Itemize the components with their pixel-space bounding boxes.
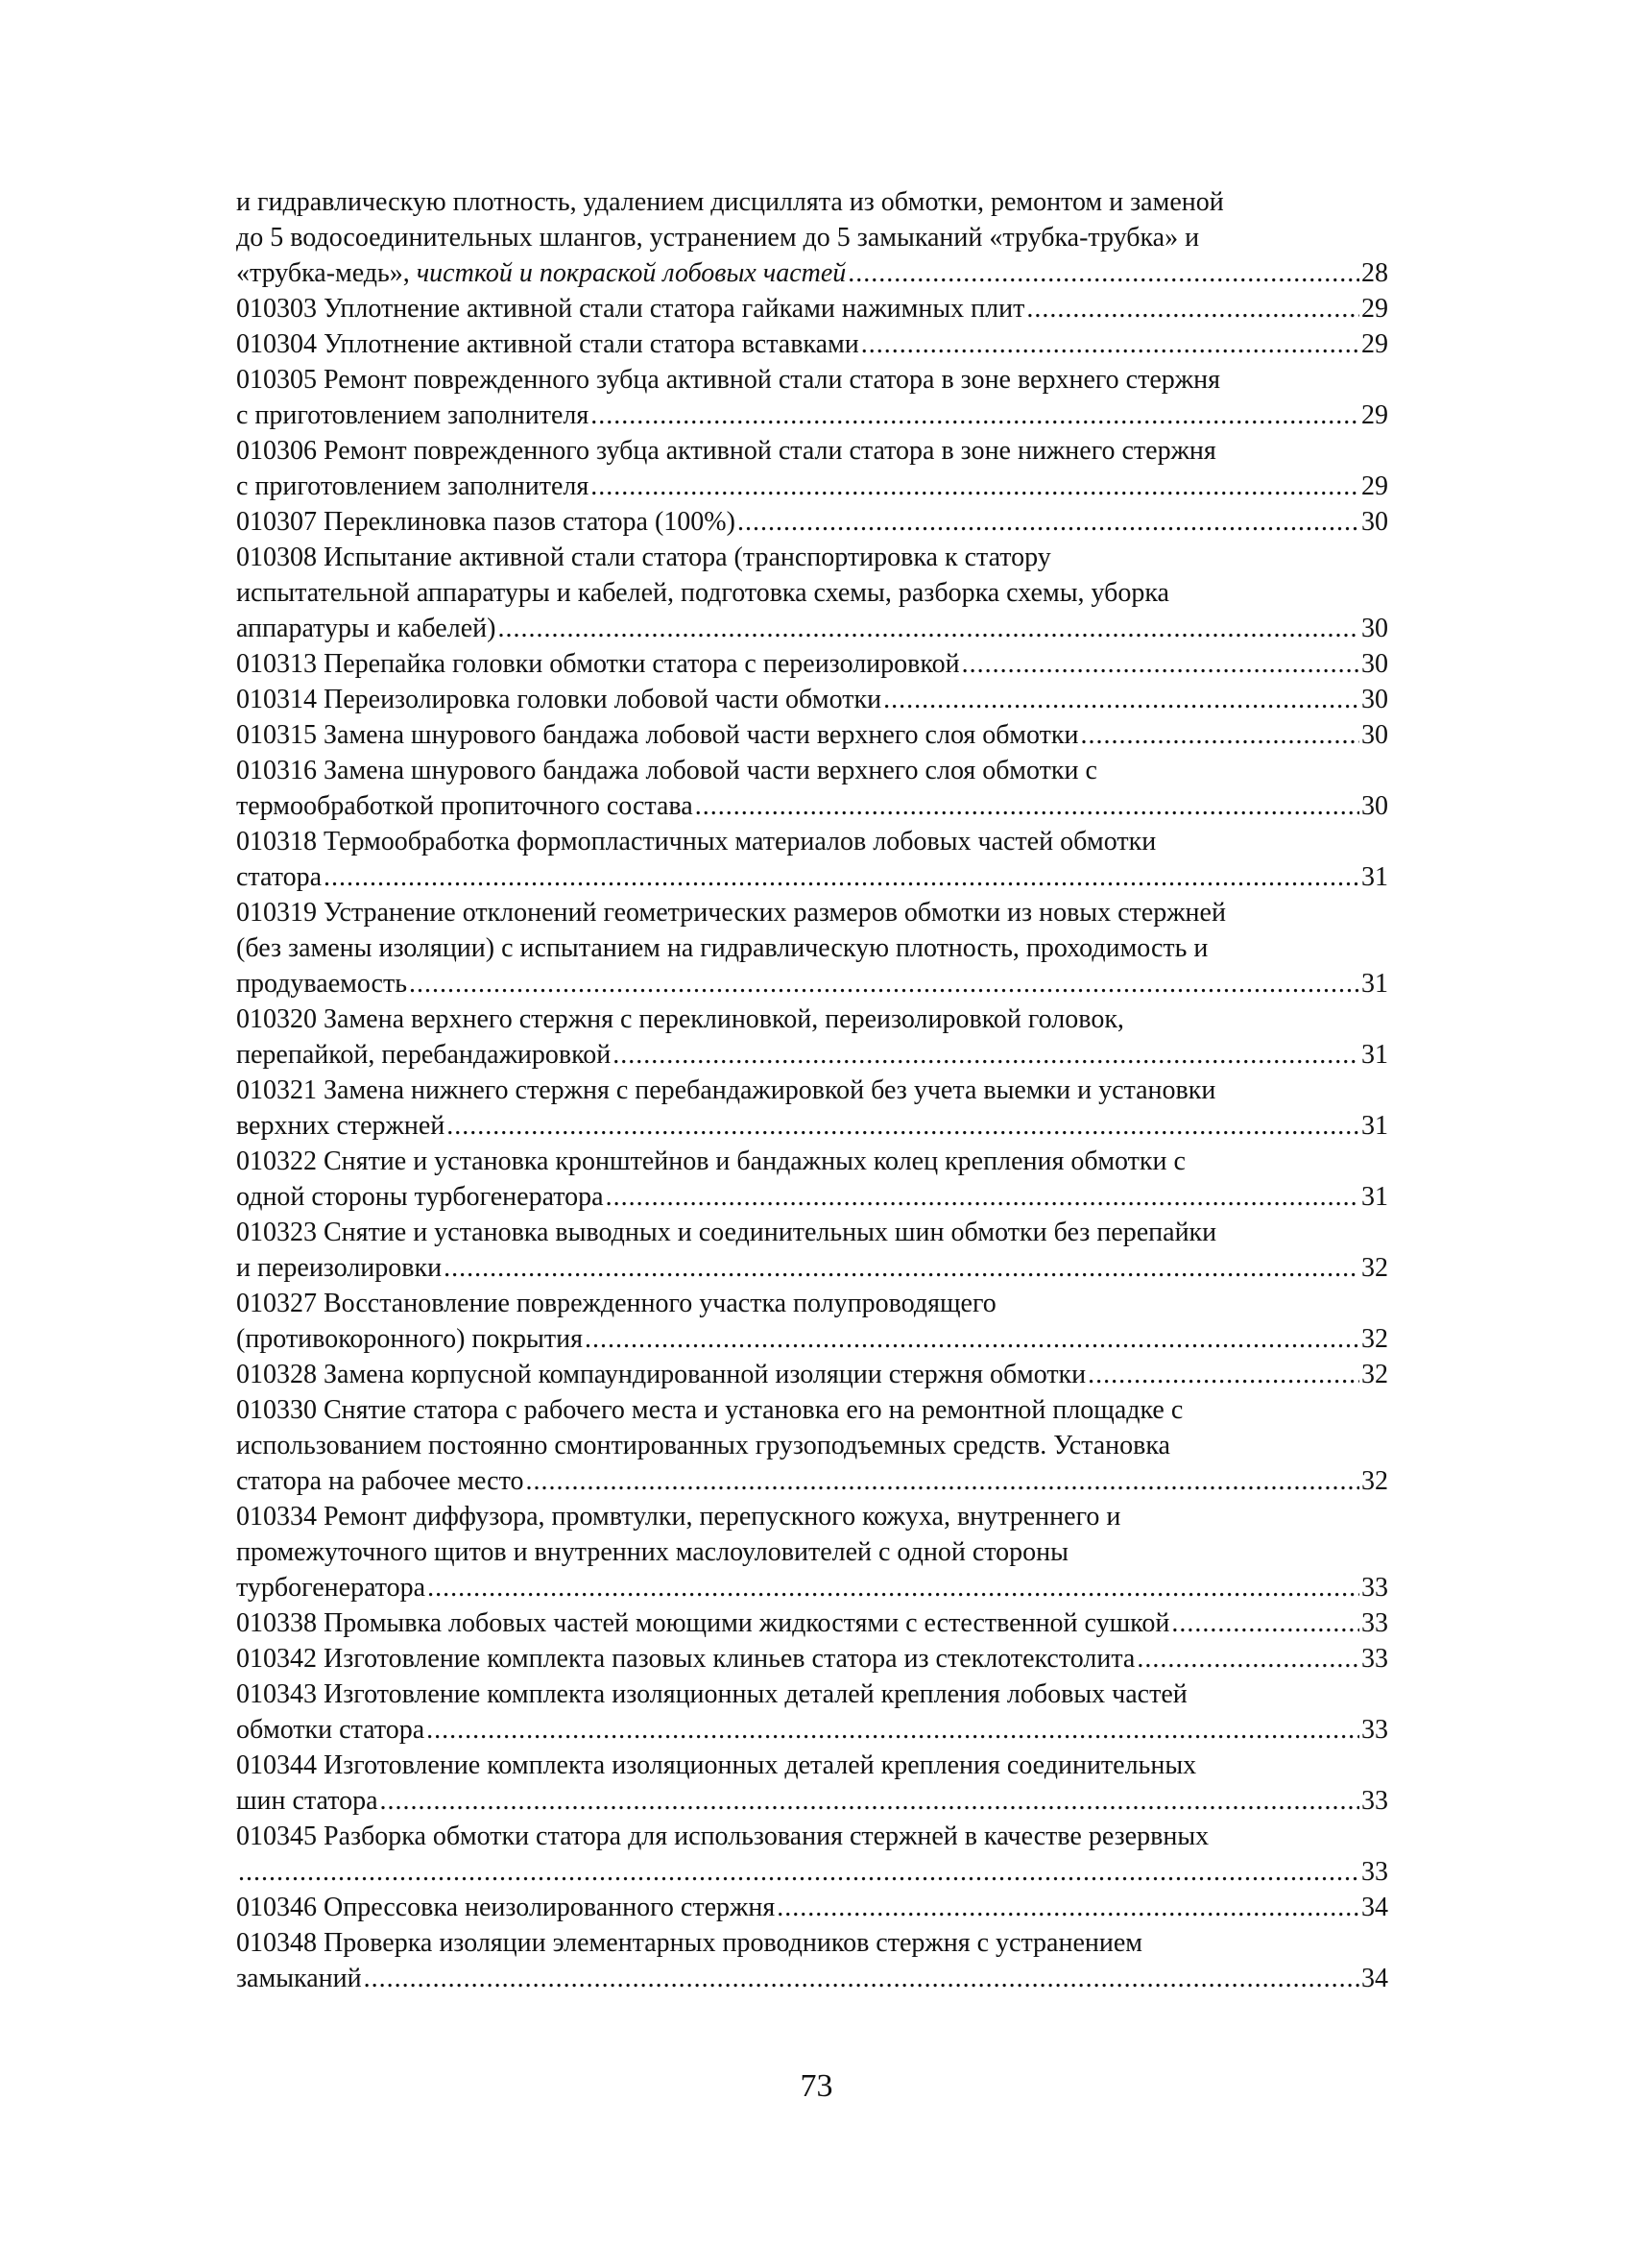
toc-entry-last-line (236, 326, 1388, 362)
toc-entry-last-line (236, 504, 1388, 540)
dot-leader (426, 1712, 1359, 1748)
toc-entry (236, 717, 1388, 753)
toc-entry-title: 010303 Уплотнение активной стали статора гайками нажимных плит (236, 294, 1025, 324)
toc-entry (236, 824, 1388, 895)
toc-entry-last-line (236, 1250, 1388, 1286)
toc-entry-title: 010338 Промывка лобовых частей моющими жидкостями с естественной сушкой (236, 1608, 1170, 1638)
toc-entry (236, 433, 1388, 504)
toc-entry-title: с приготовлением заполнителя (236, 400, 589, 430)
dot-leader (590, 398, 1359, 433)
toc-entry-last-line (236, 646, 1388, 682)
toc-entry-last-line (236, 788, 1388, 824)
toc-entry-line: (без замены изоляции) с испытанием на гидравлическую плотность, проходимость и (236, 933, 1209, 963)
dot-leader (606, 1179, 1359, 1215)
toc-entry (236, 895, 1388, 1001)
dot-leader (380, 1783, 1359, 1819)
toc-entry-title: продуваемость (236, 969, 407, 999)
toc-entry-title: 010304 Уплотнение активной стали статора вставками (236, 329, 859, 359)
dot-leader (1088, 1357, 1359, 1392)
toc-entry-last-line (236, 255, 1388, 291)
dot-leader (364, 1961, 1359, 1996)
toc-entry (236, 362, 1388, 433)
toc-entry-page: 32 (1361, 1253, 1388, 1283)
toc-entry (236, 1819, 1388, 1890)
toc-entry-title: статора на рабочее место (236, 1466, 524, 1496)
toc-entry-last-line (236, 966, 1388, 1001)
toc-entry (236, 682, 1388, 717)
toc-entry-last-line (236, 1570, 1388, 1605)
toc-entry-title: и переизолировки (236, 1253, 443, 1283)
toc-entry-page: 33 (1361, 1715, 1388, 1745)
toc-entry (236, 291, 1388, 326)
toc-entry-page: 31 (1361, 1182, 1388, 1212)
toc-entry-title: аппаратуры и кабелей) (236, 614, 496, 643)
toc-entry-last-line (236, 1890, 1388, 1925)
toc-entry-line: 010323 Снятие и установка выводных и соединительных шин обмотки без перепайки (236, 1218, 1217, 1247)
toc-entry-title: 010307 Переклиновка пазов статора (100%) (236, 507, 735, 537)
toc-entry-page: 29 (1361, 471, 1388, 501)
toc-entry-page: 29 (1361, 329, 1388, 359)
dot-leader (590, 469, 1359, 504)
toc-entry-last-line (236, 682, 1388, 717)
toc-entry-title: одной стороны турбогенератора (236, 1182, 604, 1212)
toc-entry-last-line (236, 291, 1388, 326)
dot-leader (695, 788, 1359, 824)
dot-leader (427, 1570, 1359, 1605)
toc-entry-last-line (236, 1854, 1388, 1890)
toc-entry-last-line (236, 611, 1388, 646)
toc-entry-page: 30 (1361, 507, 1388, 537)
toc-entry-page: 30 (1361, 614, 1388, 643)
toc-entry (236, 1286, 1388, 1357)
toc-entry (236, 753, 1388, 824)
toc-entry-page: 31 (1361, 862, 1388, 892)
toc-entry-line: 010305 Ремонт поврежденного зубца активной стали статора в зоне верхнего стержня (236, 365, 1220, 395)
toc-entry-last-line (236, 1179, 1388, 1215)
toc-entry-last-line (236, 1783, 1388, 1819)
toc-entry-title: турбогенератора (236, 1573, 426, 1603)
toc-entry (236, 1215, 1388, 1286)
toc-entry-page: 28 (1361, 258, 1388, 288)
toc-entry (236, 1499, 1388, 1605)
dot-leader (525, 1463, 1359, 1499)
dot-leader (446, 1108, 1359, 1144)
toc-entry-page: 29 (1361, 294, 1388, 324)
toc-entry-last-line (236, 1641, 1388, 1677)
toc-entry-page: 30 (1361, 649, 1388, 679)
toc-entry-title: 010314 Переизолировка головки лобовой части обмотки (236, 685, 882, 714)
toc-entry-page: 33 (1361, 1644, 1388, 1674)
dot-leader (409, 966, 1359, 1001)
toc-entry (236, 540, 1388, 646)
toc-entry-line: 010319 Устранение отклонений геометрических размеров обмотки из новых стержней (236, 898, 1226, 928)
toc-entry (236, 1641, 1388, 1677)
dot-leader (497, 611, 1359, 646)
toc-entry-last-line (236, 1357, 1388, 1392)
toc-entry-page: 34 (1361, 1893, 1388, 1922)
dot-leader (883, 682, 1359, 717)
toc-entry-page: 31 (1361, 1111, 1388, 1141)
toc-entry-title: 010315 Замена шнурового бандажа лобовой части верхнего слоя обмотки (236, 720, 1079, 750)
toc-entry-page: 32 (1361, 1324, 1388, 1354)
toc-entry-line: использованием постоянно смонтированных грузоподъемных средств. Установка (236, 1431, 1170, 1460)
toc-entry-last-line (236, 717, 1388, 753)
toc-entry-page: 33 (1361, 1857, 1388, 1887)
toc-entry (236, 184, 1388, 291)
toc-entry-title: 010346 Опрессовка неизолированного стержня (236, 1893, 776, 1922)
toc-entry-last-line (236, 1712, 1388, 1748)
dot-leader (1026, 291, 1359, 326)
toc-entry-page: 29 (1361, 400, 1388, 430)
dot-leader (1137, 1641, 1359, 1677)
toc-entry (236, 326, 1388, 362)
toc-entry (236, 1392, 1388, 1499)
toc-entry (236, 1001, 1388, 1073)
toc-entry-title: перепайкой, перебандажировкой (236, 1040, 612, 1070)
toc-entry-last-line (236, 859, 1388, 895)
dot-leader (444, 1250, 1359, 1286)
toc-entry-last-line (236, 1321, 1388, 1357)
dot-leader (1080, 717, 1359, 753)
dot-leader (962, 646, 1359, 682)
toc-entry-line: 010306 Ремонт поврежденного зубца активной стали статора в зоне нижнего стержня (236, 436, 1216, 466)
toc-entry (236, 504, 1388, 540)
toc-entry (236, 1073, 1388, 1144)
table-of-contents (236, 184, 1388, 1996)
toc-entry-page: 33 (1361, 1573, 1388, 1603)
toc-entry-title: замыканий (236, 1964, 362, 1993)
dot-leader (585, 1321, 1359, 1357)
toc-entry-line: 010308 Испытание активной стали статора (транспортировка к статору (236, 543, 1051, 572)
toc-entry-page: 33 (1361, 1608, 1388, 1638)
dot-leader (737, 504, 1359, 540)
toc-entry (236, 1144, 1388, 1215)
dot-leader (324, 859, 1359, 895)
toc-entry-page: 30 (1361, 791, 1388, 821)
toc-entry-line: 010345 Разборка обмотки статора для использования стержней в качестве резервных (236, 1822, 1210, 1851)
toc-entry-line: 010344 Изготовление комплекта изоляционных деталей крепления соединительных (236, 1750, 1197, 1780)
toc-entry-last-line (236, 1108, 1388, 1144)
toc-entry-last-line (236, 1961, 1388, 1996)
toc-entry-page: 33 (1361, 1786, 1388, 1816)
dot-leader (612, 1037, 1359, 1073)
toc-entry-line: 010348 Проверка изоляции элементарных проводников стержня с устранением (236, 1928, 1142, 1958)
toc-entry-line: промежуточного щитов и внутренних маслоуловителей с одной стороны (236, 1537, 1069, 1567)
toc-entry-title: статора (236, 862, 323, 892)
toc-entry-line: 010316 Замена шнурового бандажа лобовой части верхнего слоя обмотки с (236, 756, 1097, 785)
toc-entry-line: 010343 Изготовление комплекта изоляционных деталей крепления лобовых частей (236, 1679, 1188, 1709)
toc-entry-title: 010342 Изготовление комплекта пазовых клиньев статора из стеклотекстолита (236, 1644, 1136, 1674)
toc-entry-page: 31 (1361, 1040, 1388, 1070)
toc-entry-page: 32 (1361, 1466, 1388, 1496)
toc-entry-line: и гидравлическую плотность, удалением дисциллята из обмотки, ремонтом и заменой (236, 187, 1224, 217)
toc-entry-title: 010313 Перепайка головки обмотки статора с переизолировкой (236, 649, 960, 679)
dot-leader (777, 1890, 1359, 1925)
toc-entry (236, 1925, 1388, 1996)
dot-leader (861, 326, 1359, 362)
dot-leader (238, 1854, 1359, 1890)
toc-entry-page: 34 (1361, 1964, 1388, 1993)
toc-entry (236, 1357, 1388, 1392)
toc-entry-line: 010327 Восстановление поврежденного участка полупроводящего (236, 1289, 997, 1318)
toc-entry-line: 010320 Замена верхнего стержня с переклиновкой, переизолировкой головок, (236, 1004, 1124, 1034)
toc-entry-line: 010334 Ремонт диффузора, промвтулки, перепускного кожуха, внутреннего и (236, 1502, 1121, 1532)
toc-entry-page: 30 (1361, 685, 1388, 714)
toc-entry-page: 32 (1361, 1360, 1388, 1389)
toc-entry-title: термообработкой пропиточного состава (236, 791, 693, 821)
toc-entry-title: 010328 Замена корпусной компаундированной изоляции стержня обмотки (236, 1360, 1087, 1389)
toc-entry (236, 1677, 1388, 1748)
toc-entry-title: обмотки статора (236, 1715, 425, 1745)
toc-entry-last-line (236, 1037, 1388, 1073)
toc-entry-title: «трубка-медь», чисткой и покраской лобовых частей (236, 258, 847, 288)
toc-entry-line: испытательной аппаратуры и кабелей, подготовка схемы, разборка схемы, уборка (236, 578, 1169, 608)
toc-entry (236, 646, 1388, 682)
toc-entry-page: 31 (1361, 969, 1388, 999)
toc-entry-last-line (236, 1463, 1388, 1499)
toc-entry (236, 1605, 1388, 1641)
toc-entry-title: (противокоронного) покрытия (236, 1324, 583, 1354)
page-number: 73 (800, 2068, 833, 2104)
toc-entry-last-line (236, 469, 1388, 504)
toc-entry-title: с приготовлением заполнителя (236, 471, 589, 501)
dot-leader (848, 255, 1359, 291)
toc-entry-last-line (236, 398, 1388, 433)
toc-entry-line: до 5 водосоединительных шлангов, устранением до 5 замыканий «трубка-трубка» и (236, 223, 1200, 253)
toc-entry (236, 1748, 1388, 1819)
toc-entry-line: 010330 Снятие статора с рабочего места и установка его на ремонтной площадке с (236, 1395, 1184, 1425)
toc-entry-line: 010322 Снятие и установка кронштейнов и бандажных колец крепления обмотки с (236, 1146, 1186, 1176)
toc-entry (236, 1890, 1388, 1925)
toc-entry-last-line (236, 1605, 1388, 1641)
dot-leader (1171, 1605, 1359, 1641)
toc-entry-line: 010321 Замена нижнего стержня с перебандажировкой без учета выемки и установки (236, 1075, 1216, 1105)
toc-entry-title: верхних стержней (236, 1111, 445, 1141)
toc-entry-title: шин статора (236, 1786, 378, 1816)
toc-entry-line: 010318 Термообработка формопластичных материалов лобовых частей обмотки (236, 827, 1157, 857)
toc-entry-page: 30 (1361, 720, 1388, 750)
